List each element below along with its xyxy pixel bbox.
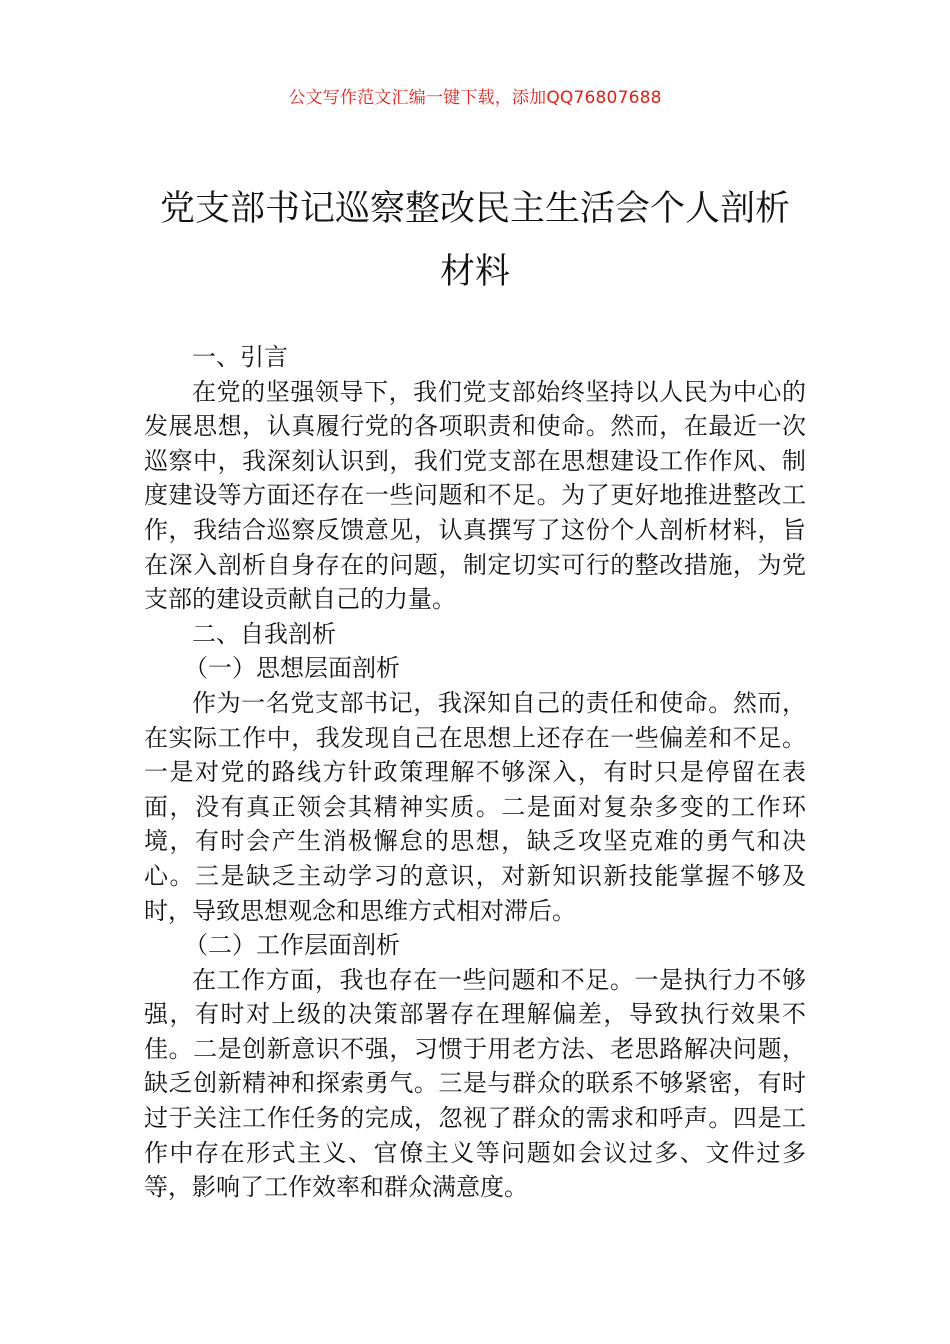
subsection-heading-work: （二）工作层面剖析 [184,931,400,960]
document-body [144,340,806,1205]
intro-paragraph: 在党的坚强领导下，我们党支部始终坚持以人民为中心的发展思想，认真履行党的各项职责和使命。然而，在最近一次巡察中，我深刻认识到，我们党支部在思想建设工作作风、制度建设等方面还存在一些问题和不足。为了更好地推进整改工作，我结合巡察反馈意见，认真撰写了这份个人剖析材料，旨在深入剖析自身存在的问题，制定切实可行的整改措施，为党支部的建设贡献自己的力量。 [144,377,806,614]
section-heading-intro: 一、引言 [192,343,288,371]
section-heading-self-analysis: 二、自我剖析 [192,619,336,648]
document-title [120,178,830,304]
thought-paragraph: 作为一名党支部书记，我深知自己的责任和使命。然而，在实际工作中，我发现自己在思想上还存在一些偏差和不足。一是对党的路线方针政策理解不够深入，有时只是停留在表面，没有真正领会其精神实质。二是面对复杂多变的工作环境，有时会产生消极懈怠的思想，缺乏攻坚克难的勇气和决心。三是缺乏主动学习的意识，对新知识新技能掌握不够及时，导致思想观念和思维方式相对滞后。 [144,688,806,925]
title-line-1: 党支部书记巡察整改民主生活会个人剖析 [159,189,790,229]
title-line-2: 材料 [439,252,510,292]
download-notice: 公文写作范文汇编一键下载，添加QQ76807688 [288,88,662,108]
subsection-heading-thought: （一）思想层面剖析 [184,654,400,683]
work-paragraph: 在工作方面，我也存在一些问题和不足。一是执行力不够强，有时对上级的决策部署存在理解偏差，导致执行效果不佳。二是创新意识不强，习惯于用老方法、老思路解决问题，缺乏创新精神和探索勇气。三是与群众的联系不够紧密，有时过于关注工作任务的完成，忽视了群众的需求和呼声。四是工作中存在形式主义、官僚主义等问题如会议过多、文件过多等，影响了工作效率和群众满意度。 [144,965,806,1202]
